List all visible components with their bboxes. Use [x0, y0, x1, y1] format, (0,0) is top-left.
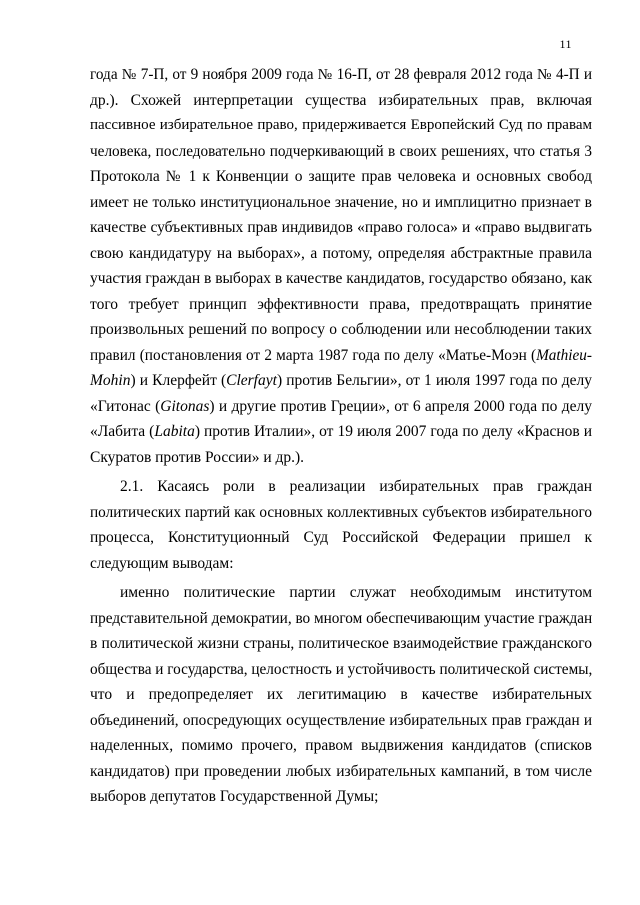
text-line: кандидатов) при проведении любых избирательных кампаний, в том числе [90, 762, 592, 780]
text-line: политических партий как основных коллективных субъектов избирательного [90, 503, 592, 521]
paragraph-1 [90, 62, 592, 470]
text-line: что и предопределяет их легитимацию в качестве избирательных [90, 686, 592, 703]
page-number: 11 [559, 37, 572, 51]
body-text [90, 62, 592, 810]
text-line: правил (постановления от 2 марта 1987 года по делу «Матье-Моэн (Mathieu- [90, 346, 592, 364]
text-line: процесса, Конституционный Суд Российской Федерации пришел к [90, 529, 592, 546]
text-line: имеет не только институциональное значение, но и имплицитно признает в [90, 193, 592, 211]
text-line: в политической жизни страны, политическое взаимодействие гражданского [90, 635, 592, 652]
text-line: общества и государства, целостность и устойчивость политической системы, [90, 660, 593, 678]
text-line: выборов депутатов Государственной Думы; [90, 788, 379, 805]
text-line: следующим выводам: [90, 554, 234, 572]
text-line: именно политические партии служат необходимым институтом [120, 584, 592, 601]
text-line: представительной демократии, во многом обеспечивающим участие граждан [90, 609, 593, 627]
text-line: объединений, опосредующих осуществление избирательных прав граждан и [90, 711, 592, 729]
text-line: участия граждан в выборах в качестве кандидатов, государство обязано, как [90, 270, 593, 287]
text-line: Mohin) и Клерфейт (Clerfayt) против Бельгии», от 1 июля 1997 года по делу [90, 372, 592, 389]
text-line: пассивное избирательное право, придерживается Европейский Суд по правам [90, 117, 592, 133]
text-line: «Лабита (Labita) против Италии», от 19 июля 2007 года по делу «Краснов и [90, 423, 592, 440]
text-line: произвольных решений по вопросу о соблюдении или несоблюдении таких [90, 321, 592, 338]
text-line: Протокола № 1 к Конвенции о защите прав человека и основных свобод [90, 168, 592, 185]
text-line: того требует принцип эффективности права, предотвращать принятие [90, 295, 592, 313]
text-line: качестве субъективных прав индивидов «право голоса» и «право выдвигать [90, 219, 592, 236]
text-line: года № 7-П, от 9 ноября 2009 года № 16-П, от 28 февраля 2012 года № 4-П и [90, 66, 592, 83]
text-line: др.). Схожей интерпретации существа избирательных прав, включая [90, 91, 592, 109]
text-line: человека, последовательно подчеркивающий в своих решениях, что статья 3 [90, 142, 592, 160]
text-line: Скуратов против России» и др.). [90, 448, 305, 466]
text-line: свою кандидатуру на выборах», а потому, определяя абстрактные правила [90, 244, 592, 262]
text-line: 2.1. Касаясь роли в реализации избирательных прав граждан [120, 478, 592, 495]
paragraph-2 [90, 474, 592, 576]
text-line: наделенных, помимо прочего, правом выдвижения кандидатов (списков [90, 737, 592, 754]
text-line: «Гитонас (Gitonas) и другие против Греции», от 6 апреля 2000 года по делу [90, 397, 592, 415]
paragraph-3 [90, 580, 592, 810]
